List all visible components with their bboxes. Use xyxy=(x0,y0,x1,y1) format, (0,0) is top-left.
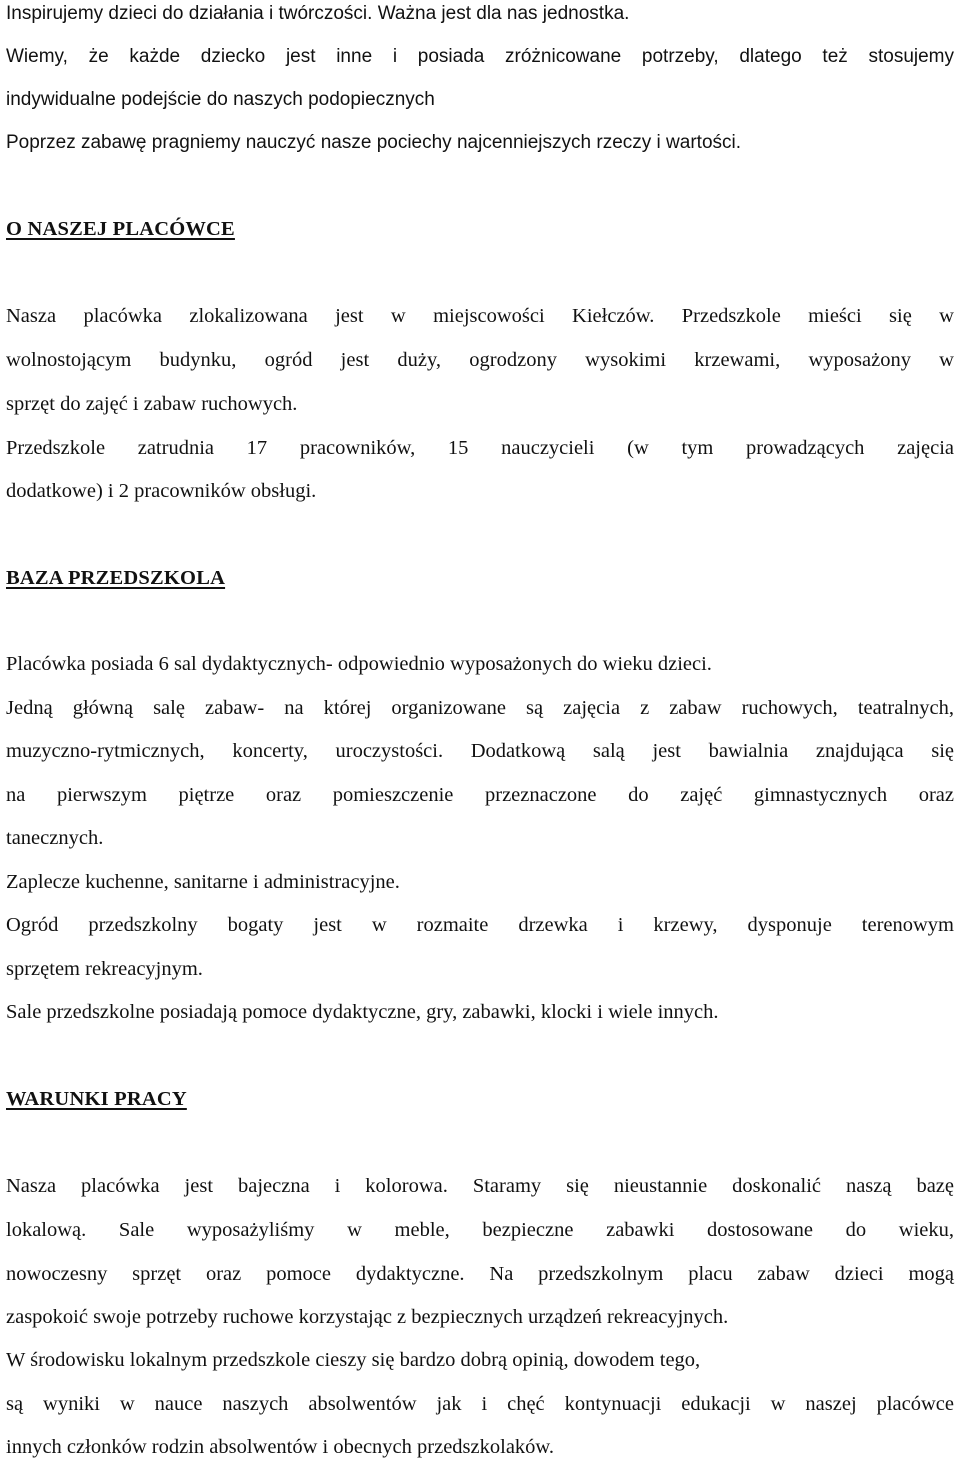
paragraph-line: nowoczesny sprzęt oraz pomoce dydaktyczne. Na przedszkolnym placu zabaw dzieci mogą xyxy=(6,1263,954,1285)
paragraph-line: Ogród przedszkolny bogaty jest w rozmaite drzewka i krzewy, dysponuje terenowym xyxy=(6,914,954,936)
paragraph-line: zaspokoić swoje potrzeby ruchowe korzystając z bezpiecznych urządzeń rekreacyjnych. xyxy=(6,1306,729,1328)
paragraph-line: W środowisku lokalnym przedszkole cieszy się bardzo dobrą opinią, dowodem tego, xyxy=(6,1349,701,1371)
paragraph-line: Nasza placówka zlokalizowana jest w miejscowości Kiełczów. Przedszkole mieści się w xyxy=(6,305,954,327)
paragraph-line: muzyczno-rytmicznych, koncerty, uroczystości. Dodatkową salą jest bawialnia znajdująca się xyxy=(6,740,954,762)
paragraph-line: Przedszkole zatrudnia 17 pracowników, 15 nauczycieli (w tym prowadzących zajęcia xyxy=(6,437,954,459)
paragraph-line: wolnostojącym budynku, ogród jest duży, ogrodzony wysokimi krzewami, wyposażony w xyxy=(6,349,954,371)
paragraph-line: innych członków rodzin absolwentów i obecnych przedszkolaków. xyxy=(6,1436,555,1458)
section-heading: WARUNKI PRACY xyxy=(6,1088,187,1110)
paragraph-line: na pierwszym piętrze oraz pomieszczenie przeznaczone do zajęć gimnastycznych oraz xyxy=(6,784,954,806)
intro-line: Inspirujemy dzieci do działania i twórczości. Ważna jest dla nas jednostka. xyxy=(6,3,630,24)
intro-line: Poprzez zabawę pragniemy nauczyć nasze pociechy najcenniejszych rzeczy i wartości. xyxy=(6,132,742,153)
section-heading: BAZA PRZEDSZKOLA xyxy=(6,567,226,589)
paragraph-line: Placówka posiada 6 sal dydaktycznych- odpowiednio wyposażonych do wieku dzieci. xyxy=(6,653,712,675)
intro-line: indywidualne podejście do naszych podopiecznych xyxy=(6,89,435,110)
paragraph-line: lokalową. Sale wyposażyliśmy w meble, bezpieczne zabawki dostosowane do wieku, xyxy=(6,1219,954,1241)
paragraph-line: są wyniki w nauce naszych absolwentów jak i chęć kontynuacji edukacji w naszej placówce xyxy=(6,1393,954,1415)
paragraph-line: Zaplecze kuchenne, sanitarne i administracyjne. xyxy=(6,871,400,893)
paragraph-line: Nasza placówka jest bajeczna i kolorowa. Staramy się nieustannie doskonalić naszą bazę xyxy=(6,1175,954,1197)
section-heading: O NASZEJ PLACÓWCE xyxy=(6,218,235,240)
paragraph-line: dodatkowe) i 2 pracowników obsługi. xyxy=(6,480,317,502)
paragraph-line: sprzętem rekreacyjnym. xyxy=(6,958,203,980)
paragraph-line: sprzęt do zajęć i zabaw ruchowych. xyxy=(6,393,298,415)
paragraph-line: Sale przedszkolne posiadają pomoce dydaktyczne, gry, zabawki, klocki i wiele innych. xyxy=(6,1001,719,1023)
intro-line: Wiemy, że każde dziecko jest inne i posiada zróżnicowane potrzeby, dlatego też stosujemy xyxy=(6,46,954,67)
paragraph-line: Jedną główną salę zabaw- na której organizowane są zajęcia z zabaw ruchowych, teatralnych, xyxy=(6,697,954,719)
paragraph-line: tanecznych. xyxy=(6,827,104,849)
